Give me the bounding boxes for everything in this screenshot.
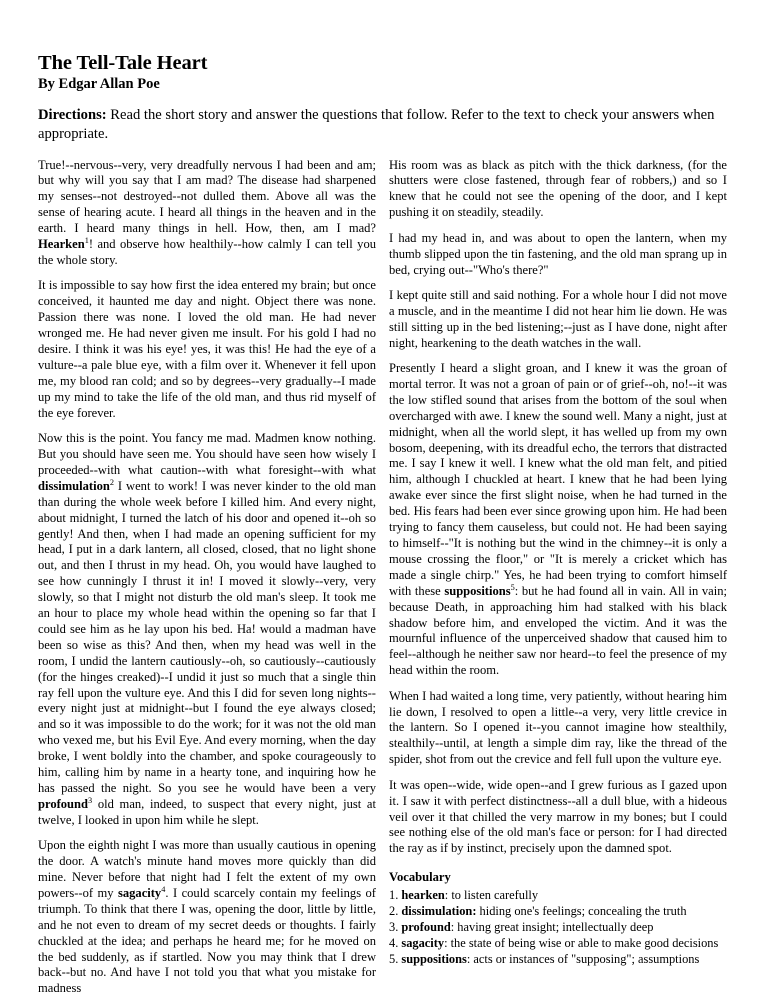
paragraph-text: old man, indeed, to suspect that every night, just at twelve, I looked in upon him while he slept.	[38, 796, 376, 827]
paragraph-text: I went to work! I was never kinder to the old man than during the whole week before I killed him. And every night, about midnight, I turned the latch of his door and opened it--oh so gently! And then, when I had made an opening sufficient for my head, I put in a dark lantern, all closed, closed, that no light shone out, and then I thrust in my head. Oh, you would have laughed to see how cunningly I thrust it in! I moved it slowly--very, very slowly, so that I might not disturb the old man's sleep. It took me an hour to place my whole head within the opening so far that I could see him as he lay upon his bed. Ha! would a madman have been so wise as this? And then, when my head was well in the room, I undid the lantern cautiously--oh, so cautiously--cautiously (for the hinges creaked)--I undid it just so much that a single thin ray fell upon the vulture eye. And this I did for seven long nights--every night just at midnight--but I found the eye always closed; and so it was impossible to do the work; for it was not the old man who vexed me, but his Evil Eye. And every morning, when the day broke, I went boldly into the chamber, and spoke courageously to him, calling him by name in a hearty tone, and inquiring how he has passed the night. So you see he would have been a very	[38, 478, 376, 795]
body-paragraph	[38, 278, 376, 421]
vocabulary-entry-number: 5.	[389, 952, 402, 967]
vocabulary-entry-separator: :	[450, 920, 455, 935]
left-column	[38, 158, 376, 997]
vocabulary-entry	[389, 951, 727, 967]
paragraph-text: When I had waited a long time, very patiently, without hearing him lie down, I resolved to open a little--a very, very little crevice in the lantern. So I opened it--you cannot imagine how stealthily, stealthily--until, at length a simple dim ray, like the thread of the spider, shot from out the crevice and fell full upon the vulture eye.	[389, 688, 727, 767]
vocabulary-term: Hearken	[38, 237, 85, 252]
directions-text: Read the short story and answer the questions that follow. Refer to the text to check your answers when appropriate.	[38, 106, 715, 142]
vocabulary-entry	[389, 887, 727, 903]
directions-line	[38, 106, 730, 144]
vocabulary-entry-word: hearken	[401, 887, 445, 902]
paragraph-text: I had my head in, and was about to open the lantern, when my thumb slipped upon the tin fastening, and the old man sprang up in bed, crying out--"Who's there?"	[389, 230, 727, 277]
vocabulary-term: dissimulation	[38, 478, 110, 493]
paragraph-text: True!--nervous--very, very dreadfully nervous I had been and am; but why will you say that I am mad? The disease had sharpened my senses--not destroyed--not dulled them. Above all was the sense of hearing acute. I heard all things in the heaven and in the earth. I heard many things in hell. How, then, am I mad?	[38, 157, 376, 236]
paragraph-text: . I could scarcely contain my feelings of triumph. To think that there I was, opening the door, little by little, and he not even to dream of my secret deeds or thoughts. I fairly chuckled at the idea; and perhaps he heard me; for he moved on the bed suddenly, as if startled. Now you may think that I drew back--but no. And have I not told you that what you mistake for madness	[38, 885, 376, 996]
footnote-marker: 4	[161, 884, 166, 894]
directions-label: Directions:	[38, 106, 107, 123]
footnote-marker: 5	[510, 582, 515, 592]
vocabulary-entry-number: 3.	[389, 920, 402, 935]
vocabulary-entry-number: 4.	[389, 936, 402, 951]
vocabulary-entry-definition: hiding one's feelings; concealing the truth	[476, 904, 687, 919]
right-column	[389, 158, 727, 968]
body-paragraph	[389, 689, 727, 769]
vocabulary-term: profound	[38, 796, 88, 811]
vocabulary-entry-definition: the state of being wise or able to make good decisions	[447, 936, 719, 951]
author-line: By Edgar Allan Poe	[38, 75, 160, 92]
vocabulary-term: sagacity	[118, 885, 162, 900]
body-paragraph	[389, 158, 727, 222]
vocabulary-entry-number: 1.	[389, 887, 402, 902]
page-title: The Tell-Tale Heart	[38, 52, 208, 74]
body-paragraph	[389, 778, 727, 858]
paragraph-text: : but he had found all in vain. All in vain; because Death, in approaching him had stalked with his black shadow before him, and enveloped the victim. And it was the mournful influence of the unperceived shadow that caused him to feel--although he neither saw nor heard--to feel the presence of my head within the room.	[389, 583, 727, 678]
vocabulary-entry-separator: :	[444, 887, 449, 902]
vocabulary-entry-word: profound	[401, 920, 451, 935]
body-paragraph	[38, 431, 376, 829]
right-column-paragraphs	[389, 158, 727, 858]
paragraph-text: His room was as black as pitch with the thick darkness, (for the shutters were close fastened, through fear of robbers,) and so I knew that he could not see the opening of the door, and I kept pushing it on steadily, steadily.	[389, 157, 727, 220]
body-paragraph	[389, 361, 727, 679]
body-paragraph	[389, 231, 727, 279]
paragraph-text: Upon the eighth night I was more than usually cautious in opening the door. A watch's minute hand moves more quickly than did mine. Never before that night had I felt the extent of my own powers--of my	[38, 838, 376, 900]
vocabulary-entry-word: suppositions	[401, 952, 467, 967]
vocabulary-entry-definition: to listen carefully	[448, 887, 539, 902]
paragraph-text: ! and observe how healthily--how calmly I can tell you the whole story.	[38, 237, 376, 267]
vocabulary-list	[389, 887, 727, 967]
text-columns	[38, 158, 730, 997]
footnote-marker: 1	[84, 235, 89, 245]
vocabulary-entry-word: sagacity	[401, 936, 445, 951]
vocabulary-entry-separator: :	[444, 936, 448, 951]
vocabulary-entry-word: dissimulation:	[401, 904, 477, 919]
footnote-marker: 3	[87, 795, 93, 805]
vocabulary-entry-definition: having great insight; intellectually deep	[454, 920, 654, 935]
body-paragraph	[38, 158, 376, 269]
vocabulary-block	[389, 870, 727, 967]
paragraph-text: Now this is the point. You fancy me mad. Madmen know nothing. But you should have seen me. You should have seen how wisely I proceeded--with what caution--with what foresight--with what	[38, 431, 376, 477]
paragraph-text: I kept quite still and said nothing. For a whole hour I did not move a muscle, and in the meantime I did not hear him lie down. He was still sitting up in the bed listening;--just as I have done, night after night, hearkening to the death watches in the wall.	[389, 287, 727, 350]
vocabulary-heading: Vocabulary	[389, 870, 451, 885]
body-paragraph	[38, 838, 376, 997]
footnote-marker: 2	[109, 477, 114, 487]
vocabulary-entry	[389, 903, 727, 919]
vocabulary-term: suppositions	[444, 583, 511, 598]
vocabulary-entry	[389, 919, 727, 935]
body-paragraph	[389, 288, 727, 352]
paragraph-text: Presently I heard a slight groan, and I knew it was the groan of mortal terror. It was not a groan of pain or of grief--oh, no!--it was the low stifled sound that arises from the bottom of the soul when overcharged with awe. I knew the sound well. Many a night, just at midnight, when all the world slept, it has welled up from my own bosom, deepening, with its dreadful echo, the terrors that distracted me. I say I knew it well. I knew what the old man felt, and pitied him, although I chuckled at heart. I knew that he had been lying awake ever since the first slight noise, when he had turned in the bed. His fears had been ever since growing upon him. He had been trying to fancy them causeless, but could not. He had been saying to himself--"It is nothing but the wind in the chimney--it is only a mouse crossing the floor," or "It is merely a cricket which has made a single chirp." Yes, he had been trying to comfort himself with these	[389, 361, 727, 598]
vocabulary-entry-definition: acts or instances of "supposing"; assumptions	[470, 952, 700, 967]
vocabulary-entry-number: 2.	[389, 904, 402, 919]
paragraph-text: It is impossible to say how first the idea entered my brain; but once conceived, it haunted me day and night. Object there was none. Passion there was none. I loved the old man. He had never wronged me. He had never given me insult. For his gold I had no desire. I think it was his eye! yes, it was this! He had the eye of a vulture--a pale blue eye, with a film over it. Whenever it fell upon me, my blood ran cold; and so by degrees--very gradually--I made up my mind to take the life of the old man, and thus rid myself of the eye forever.	[38, 278, 376, 420]
paragraph-text: It was open--wide, wide open--and I grew furious as I gazed upon it. I saw it with perfect distinctness--all a dull blue, with a hideous veil over it that chilled the very marrow in my bones; but I could see nothing else of the old man's face or person: for I had directed the ray as if by instinct, precisely upon the damned spot.	[389, 777, 727, 856]
vocabulary-entry	[389, 935, 727, 951]
vocabulary-entry-separator: :	[466, 952, 471, 967]
